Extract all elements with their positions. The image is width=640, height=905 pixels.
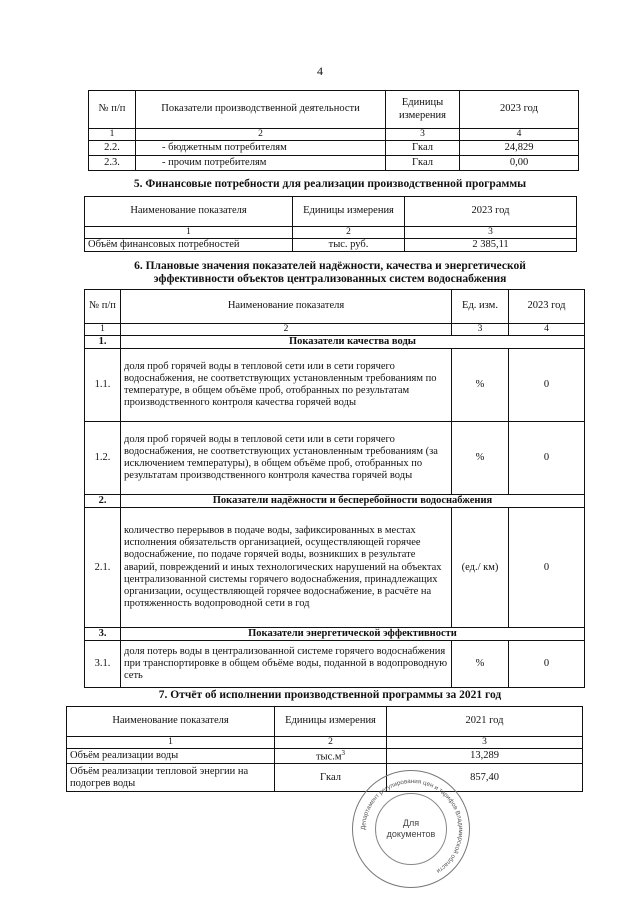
table-row bbox=[67, 764, 583, 792]
row-unit: % bbox=[452, 421, 509, 494]
row-num: 2.1. bbox=[85, 508, 121, 628]
row-value: 857,40 bbox=[387, 764, 583, 792]
row-unit: % bbox=[452, 641, 509, 688]
col-number: 2 bbox=[136, 129, 386, 141]
col-header-indicator: Наименование показателя bbox=[121, 290, 452, 324]
row-name: Объём финансовых потребностей bbox=[85, 238, 293, 251]
row-name: Объём реализации воды bbox=[67, 748, 275, 764]
row-name: доля проб горячей воды в тепловой сети или в сети горячего водоснабжения, не соответствующих установленным требованиям по температуре, в общем объёме проб, отобранных по результатам производственного контроля качества горячей воды bbox=[121, 348, 452, 421]
group-row bbox=[85, 494, 585, 507]
stamp-line2: документов bbox=[386, 829, 436, 839]
col-number: 4 bbox=[509, 324, 585, 336]
reliability-indicators-table bbox=[84, 289, 585, 688]
row-value: 0,00 bbox=[460, 155, 579, 170]
col-number: 3 bbox=[386, 129, 460, 141]
section-7-title: 7. Отчёт об исполнении производственной программы за 2021 год bbox=[158, 689, 502, 701]
row-unit: Гкал bbox=[386, 140, 460, 155]
group-title: Показатели надёжности и бесперебойности водоснабжения bbox=[121, 494, 585, 507]
table-row bbox=[89, 140, 579, 155]
group-num: 2. bbox=[85, 494, 121, 507]
row-value: 0 bbox=[509, 421, 585, 494]
col-header-unit: Единицы измерения bbox=[275, 707, 387, 737]
row-name: доля потерь воды в централизованной системе горячего водоснабжения при транспортировке в общем объёме воды, поданной в водопроводную сеть bbox=[121, 641, 452, 688]
row-num: 3.1. bbox=[85, 641, 121, 688]
table-row bbox=[85, 238, 577, 251]
col-number: 4 bbox=[460, 129, 579, 141]
col-number: 3 bbox=[452, 324, 509, 336]
row-name: - прочим потребителям bbox=[136, 155, 386, 170]
stamp-center bbox=[375, 793, 447, 865]
col-header-unit: Единицы измерения bbox=[386, 91, 460, 129]
stamp-line1: Для bbox=[402, 818, 420, 829]
group-row bbox=[85, 628, 585, 641]
group-title: Показатели качества воды bbox=[121, 335, 585, 348]
col-header-unit: Единицы измерения bbox=[293, 197, 405, 227]
group-row bbox=[85, 335, 585, 348]
section-6-title-line1: 6. Плановые значения показателей надёжности, качества и энергетической bbox=[134, 260, 526, 272]
col-number: 1 bbox=[85, 324, 121, 336]
col-number: 2 bbox=[121, 324, 452, 336]
unit-text: тыс.м bbox=[315, 751, 342, 763]
table-row bbox=[67, 748, 583, 764]
col-number: 1 bbox=[85, 227, 293, 239]
row-value: 13,289 bbox=[387, 748, 583, 764]
row-unit: тыс. руб. bbox=[293, 238, 405, 251]
row-unit: % bbox=[452, 348, 509, 421]
col-header-year: 2023 год bbox=[460, 91, 579, 129]
section-6-title-line2: эффективности объектов централизованных систем водоснабжения bbox=[153, 273, 507, 286]
row-name: количество перерывов в подаче воды, зафиксированных в местах исполнения обязательств организацией, осуществляющей горячее водоснабжение, по подаче горячей воды, возникших в результате аварий, повреждений и иных технологических нарушений на объектах централизованной системы горячего водоснабжения, принадлежащих организации, осуществляющей горячее водоснабжение, в расчёте на протяженность водопроводной сети в год bbox=[121, 508, 452, 628]
report-table bbox=[66, 706, 583, 792]
col-header-year: 2023 год bbox=[509, 290, 585, 324]
row-num: 1.2. bbox=[85, 421, 121, 494]
group-num: 1. bbox=[85, 335, 121, 348]
col-header-num: № п/п bbox=[89, 91, 136, 129]
table-row bbox=[85, 641, 585, 688]
financial-needs-table bbox=[84, 196, 577, 252]
table-row bbox=[89, 155, 579, 170]
row-name: - бюджетным потребителям bbox=[136, 140, 386, 155]
col-number: 3 bbox=[387, 737, 583, 749]
section-5-title: 5. Финансовые потребности для реализации производственной программы bbox=[133, 178, 527, 190]
row-value: 24,829 bbox=[460, 140, 579, 155]
table-row bbox=[85, 508, 585, 628]
production-table bbox=[88, 90, 579, 171]
document-stamp bbox=[352, 770, 470, 888]
row-name: доля проб горячей воды в тепловой сети или в сети горячего водоснабжения, не соответствующих установленным требованиям (за исключением температуры), в общем объёме проб, отобранных по результатам производственного контроля качества горячей воды bbox=[121, 421, 452, 494]
table-row bbox=[85, 421, 585, 494]
col-header-indicator: Наименование показателя bbox=[67, 707, 275, 737]
unit-superscript: 3 bbox=[341, 748, 346, 757]
section-6-title bbox=[80, 260, 580, 286]
row-num: 1.1. bbox=[85, 348, 121, 421]
col-number: 1 bbox=[67, 737, 275, 749]
col-header-unit: Ед. изм. bbox=[452, 290, 509, 324]
col-number: 1 bbox=[89, 129, 136, 141]
row-num: 2.2. bbox=[89, 140, 136, 155]
col-header-indicator: Показатели производственной деятельности bbox=[136, 91, 386, 129]
row-num: 2.3. bbox=[89, 155, 136, 170]
row-value: 0 bbox=[509, 348, 585, 421]
col-number: 2 bbox=[275, 737, 387, 749]
row-value: 0 bbox=[509, 508, 585, 628]
col-header-year: 2021 год bbox=[387, 707, 583, 737]
stamp-ring-text: Департамент регулирования цен и тарифов Владимирской области bbox=[359, 777, 465, 875]
table-row bbox=[85, 348, 585, 421]
row-name: Объём реализации тепловой энергии на подогрев воды bbox=[67, 764, 275, 792]
col-header-num: № п/п bbox=[85, 290, 121, 324]
col-header-year: 2023 год bbox=[405, 197, 577, 227]
page-number: 4 bbox=[317, 64, 323, 78]
row-unit bbox=[275, 748, 387, 764]
col-number: 3 bbox=[405, 227, 577, 239]
row-value: 0 bbox=[509, 641, 585, 688]
col-header-indicator: Наименование показателя bbox=[85, 197, 293, 227]
row-value: 2 385,11 bbox=[405, 238, 577, 251]
col-number: 2 bbox=[293, 227, 405, 239]
row-unit: Гкал bbox=[275, 764, 387, 792]
row-unit: (ед./ км) bbox=[452, 508, 509, 628]
group-num: 3. bbox=[85, 628, 121, 641]
group-title: Показатели энергетической эффективности bbox=[121, 628, 585, 641]
row-unit: Гкал bbox=[386, 155, 460, 170]
